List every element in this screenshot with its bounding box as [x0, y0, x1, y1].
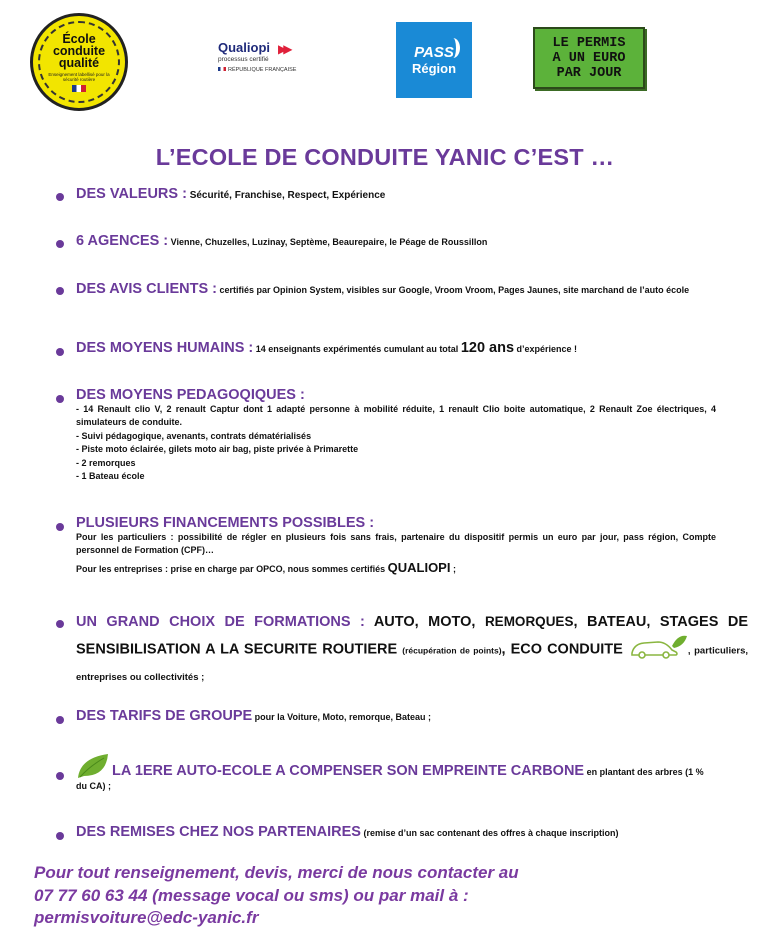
entreprises-end: ; [450, 563, 456, 574]
pass-line2: Région [411, 60, 457, 76]
list-item-financements [76, 517, 716, 578]
financement-entreprises [76, 559, 716, 578]
item-text: (remise d’un sac contenant des offres à chaque inscription) [360, 828, 619, 838]
permis-un-euro-logo [533, 27, 645, 89]
item-heading: DES VALEURS : [76, 186, 187, 202]
formations-big3: , ECO CONDUITE [501, 641, 628, 658]
item-heading: DES AVIS CLIENTS : [76, 281, 217, 297]
qualiopi-mention: QUALIOPI [387, 559, 451, 575]
bullet [56, 620, 64, 628]
eco-car-icon [628, 634, 688, 668]
qualiopi-title: Qualiopi [218, 40, 270, 55]
formations-small: (récupération de points) [402, 645, 502, 656]
bullet [56, 348, 64, 356]
item-text: Vienne, Chuzelles, Luzinay, Septème, Beaurepaire, le Péage de Roussillon [168, 237, 488, 247]
item-heading: DES MOYENS PEDAGOQIQUES : [76, 387, 305, 403]
entreprises-text: Pour les entreprises : prise en charge par OPCO, nous sommes certifiés [76, 563, 388, 574]
financement-particuliers: Pour les particuliers : possibilité de régler en plusieurs fois sans frais, partenaire du dispositif permis un euro par jour, pass région, Compte personnel de Formation (CPF)… [76, 531, 716, 555]
sub-line: - 2 remorques [76, 457, 136, 468]
item-text: certifiés par Opinion System, visibles sur Google, Vroom Vroom, Pages Jaunes, site marchand de l’auto école [217, 285, 690, 295]
item-highlight: 120 ans [460, 340, 515, 356]
list-item-valeurs [76, 188, 716, 203]
list-item-remises [76, 826, 756, 841]
list-item-carbone [76, 765, 716, 793]
logo-ring [38, 21, 120, 103]
qualiopi-republique: RÉPUBLIQUE FRANÇAISE [218, 67, 300, 73]
item-text: Sécurité, Franchise, Respect, Expérience [186, 190, 386, 201]
ecole-line1: École [62, 31, 96, 46]
item-heading: PLUSIEURS FINANCEMENTS POSSIBLES : [76, 515, 375, 531]
ecole-line3: qualité [58, 55, 100, 70]
permis-line1: LE PERMIS [552, 35, 626, 51]
bullet [56, 523, 64, 531]
list-item-tarifs [76, 710, 716, 725]
item-heading: DES TARIFS DE GROUPE [76, 708, 253, 724]
item-text: 14 enseignants expérimentés cumulant au total [253, 344, 461, 354]
formations-big1: AUTO, MOTO, [364, 614, 485, 630]
formations-remorques: REMORQUES [484, 614, 574, 629]
bullet [56, 395, 64, 403]
item-heading: UN GRAND CHOIX DE FORMATIONS : [76, 614, 365, 630]
sub-line: - 1 Bateau école [76, 471, 145, 481]
ecole-conduite-qualite-logo [30, 13, 128, 111]
formations-big2: , BATEAU, STAGES DE SENSIBILISATION A LA SECURITE ROUTIERE [76, 614, 749, 658]
list-item-humains [76, 342, 716, 357]
list-item-pedagogiques [76, 389, 716, 484]
page-title: L’ECOLE DE CONDUITE YANIC C’EST … [155, 144, 615, 170]
item-heading: LA 1ERE AUTO-ECOLE A COMPENSER SON EMPREINTE CARBONE [112, 763, 585, 779]
ecole-line2: conduite [52, 43, 106, 58]
item-text: en plantant des arbres (1 % du CA) ; [76, 767, 704, 791]
bullet [56, 716, 64, 724]
qualiopi-sub: processus certifié [218, 56, 269, 63]
sub-line: - Piste moto éclairée, gilets moto air bag, piste privée à Primarette [76, 444, 359, 454]
formations-end: , particuliers, entreprises ou collectivités ; [76, 645, 748, 683]
permis-line2: A UN EURO [552, 50, 626, 66]
pass-region-logo [396, 22, 472, 98]
bullet [56, 287, 64, 295]
sub-line: - 14 Renault clio V, 2 renault Captur dont 1 adapté personne à mobilité réduite, 1 renault Clio boite automatique, 2 Renault Zoe électriques, 4 simulateurs de conduite. [76, 403, 716, 427]
item-heading: DES REMISES CHEZ NOS PARTENAIRES [76, 824, 361, 840]
qualiopi-arrows-icon: ▶▶ [278, 42, 289, 56]
pass-line1: PASS [414, 43, 454, 61]
item-text: pour la Voiture, Moto, remorque, Bateau ; [252, 712, 432, 722]
logo-bar [0, 0, 770, 120]
qualiopi-logo [218, 40, 300, 80]
contact-block [34, 862, 754, 930]
item-heading: 6 AGENCES : [76, 233, 169, 249]
contact-email[interactable]: permisvoiture@edc-yanic.fr [34, 908, 259, 927]
list-item-agences [76, 235, 716, 250]
bullet [56, 832, 64, 840]
bullet [56, 772, 64, 780]
contact-line1: Pour tout renseignement, devis, merci de nous contacter au [34, 863, 519, 882]
list-item-formations [76, 612, 748, 688]
bullet [56, 240, 64, 248]
swoosh-icon [446, 38, 460, 58]
item-heading: DES MOYENS HUMAINS : [76, 340, 254, 356]
bullet [56, 193, 64, 201]
item-text-end: d’expérience ! [514, 344, 578, 354]
permis-line3: PAR JOUR [556, 65, 622, 81]
contact-line2: 07 77 60 63 44 (message vocal ou sms) ou par mail à : [34, 885, 469, 905]
sub-list [76, 403, 716, 484]
ecole-sub: Enseignement labellisé pour la sécurité routière [48, 71, 110, 82]
list-item-avis [76, 283, 716, 298]
sub-line: - Suivi pédagogique, avenants, contrats dématérialisés [76, 430, 312, 441]
